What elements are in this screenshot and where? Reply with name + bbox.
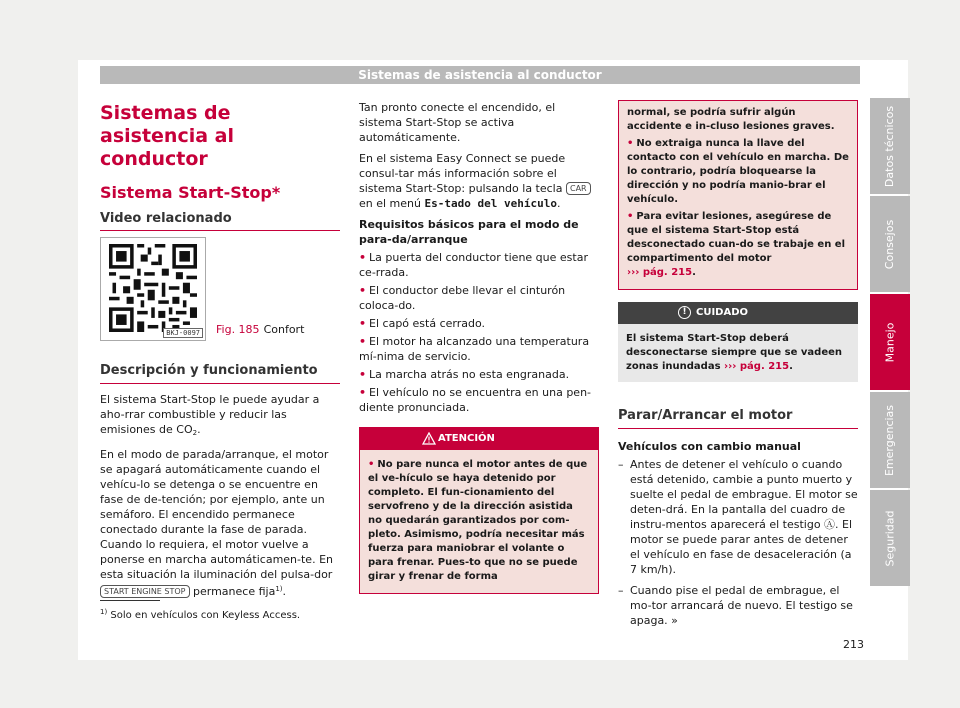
tab-label: Emergencias (883, 404, 897, 476)
paragraph-text: El sistema Start-Stop le puede ayudar a aho-rrar combustible y reducir las emisiones de CO (100, 393, 320, 436)
figure-185 (100, 237, 340, 341)
paragraph-text: En el sistema Easy Connect se puede consul-tar más información sobre el sistema Start-Stop: pulsando la tecla (359, 152, 566, 195)
warning-text: Para evitar lesiones, asegúrese de que el sistema Start-Stop está desconectado cuan-do se trabaje en el compartimento del motor (627, 211, 845, 264)
figure-number: Fig. 185 (216, 323, 260, 336)
paragraph-text: En el modo de parada/arranque, el motor se apagará automáticamente cuando el vehícu-lo se detenga o se encuentre en fase de de-tención; por ejemplo, ante un semáforo. El encendido permanece conectado durante la fase de parada. Cuando lo requiera, el motor vuelve a ponerse en marcha automáticamen-te. En esta situación la iluminación del pulsa-dor (100, 448, 333, 581)
paragraph-text: . (197, 423, 201, 436)
car-key: CAR (566, 182, 591, 195)
running-header: Sistemas de asistencia al conductor (100, 66, 860, 84)
list-item: • El motor ha alcanzado una temperatura mí-nima de servicio. (359, 335, 590, 363)
list-item: • El conductor debe llevar el cinturón coloca-do. (359, 284, 566, 312)
paragraph-text: . (282, 585, 286, 598)
list-item-text: El capó está cerrado. (369, 317, 486, 330)
list-item: • El vehículo no se encuentra en una pen-diente pronunciada. (359, 386, 592, 414)
start-engine-stop-key: START ENGINE STOP (100, 585, 190, 598)
list-item-text: El motor ha alcanzado una temperatura mí-nima de servicio. (359, 335, 590, 363)
warning-text: normal, se podría sufrir algún accidente e in-cluso lesiones graves. (627, 107, 835, 132)
page-number: 213 (843, 638, 864, 651)
column-3 (618, 100, 858, 628)
warning-text: No pare nunca el motor antes de que el ve-hículo se haya detenido por completo. El fun-cionamiento del servofreno y de la dirección asistida no quedarán garantizados por com-pleto. Asimismo, podría necesitar más fuerza para maniobrar el volante o para frenar. Pues-to que no se puede girar y frenar de forma (368, 459, 588, 582)
requirements-heading: Requisitos básicos para el modo de para-da/arranque (359, 218, 579, 246)
footnote-text: Solo en vehículos con Keyless Access. (110, 610, 301, 621)
warning-box (359, 427, 599, 594)
manual-transmission-heading: Vehículos con cambio manual (618, 440, 801, 453)
footnote-divider (100, 600, 160, 601)
warning-box-continued (618, 100, 858, 290)
page-link[interactable]: ››› pág. 215 (724, 361, 790, 372)
paragraph-text: en el menú (359, 197, 421, 210)
caution-body: El sistema Start-Stop deberá desconectarse siempre que se vadeen zonas inundadas ››› pág. 215. (618, 324, 858, 382)
list-item-text: Cuando pise el pedal de embrague, el mo-tor arrancará de nuevo. El testigo se apaga. » (630, 584, 853, 627)
column-2 (359, 100, 599, 594)
caution-box (618, 302, 858, 382)
list-item-text: El vehículo no se encuentra en una pen-diente pronunciada. (359, 386, 592, 414)
figure-caption-text: Confort (263, 323, 305, 336)
footnote-ref[interactable]: 1) (275, 585, 283, 593)
manual-page (78, 60, 908, 660)
stop-start-heading: Parar/Arrancar el motor (618, 408, 858, 429)
tab-datos-tecnicos[interactable] (870, 98, 910, 194)
list-item-text: El conductor debe llevar el cinturón coloca-do. (359, 284, 566, 312)
warning-label: ATENCIÓN (438, 433, 495, 444)
video-heading: Video relacionado (100, 211, 340, 231)
tab-label: Manejo (883, 322, 897, 362)
list-item-text: La marcha atrás no esta engranada. (369, 368, 570, 381)
tab-consejos[interactable] (870, 196, 910, 292)
caution-header (618, 302, 858, 324)
list-item: • La marcha atrás no esta engranada. (359, 368, 570, 381)
menu-name: Es-tado del vehículo (424, 197, 557, 210)
chapter-title: Sistemas de asistencia al conductor (100, 102, 234, 170)
warning-header (360, 428, 598, 450)
paragraph-easy-connect (359, 151, 599, 211)
list-item-text: Antes de detener el vehículo o cuando está detenido, cambie a punto muerto y suelte el pedal de embrague. El motor se deten-drá. En la pantalla del cuadro de instru-mentos aparecerá el testigo Ⓐ. El motor se puede parar antes de detener el vehículo en fase de desaceleración (a 7 km/h). (630, 458, 858, 576)
page-reference[interactable]: ››› pág. 215. (627, 267, 696, 278)
subscript: 2 (192, 429, 198, 437)
paragraph-stop-mode (100, 447, 340, 599)
list-item-text: La puerta del conductor tiene que estar ce-rrada. (359, 251, 588, 279)
list-item: – Antes de detener el vehículo o cuando está detenido, cambie a punto muerto y suelte el pedal de embrague. El motor se deten-drá. En la pantalla del cuadro de instru-mentos aparecerá el testigo Ⓐ. El motor se puede parar antes de detener el vehículo en fase de desaceleración (a 7 km/h). (618, 458, 858, 576)
tab-emergencias[interactable] (870, 392, 910, 488)
list-item: – Cuando pise el pedal de embrague, el mo-tor arrancará de nuevo. El testigo se apaga. » (618, 584, 853, 627)
info-circle-icon: ! (678, 306, 691, 319)
list-item: • La puerta del conductor tiene que estar ce-rrada. (359, 251, 588, 279)
caution-label: CUIDADO (696, 307, 749, 318)
warning-body (619, 101, 857, 289)
qr-code-icon (109, 244, 197, 332)
figure-caption (216, 323, 304, 341)
description-heading: Descripción y funcionamiento (100, 363, 340, 384)
list-item: • El capó está cerrado. (359, 317, 486, 330)
paragraph-text: permanece fija (193, 585, 276, 598)
column-1 (100, 100, 340, 599)
tab-label: Seguridad (883, 510, 897, 566)
caution-text: El sistema Start-Stop deberá desconectarse siempre que se vadeen zonas inundadas (626, 333, 842, 372)
footnote-marker: 1) (100, 608, 108, 616)
requirements-list (359, 250, 599, 415)
page-link[interactable]: ››› pág. 215 (627, 267, 693, 278)
paragraph-text: . (556, 197, 561, 210)
list-item: • Para evitar lesiones, asegúrese de que el sistema Start-Stop está desconectado cuan-do se trabaje en el compartimento del motor (627, 211, 845, 264)
figure-tag: BKJ-0097 (163, 328, 203, 338)
footnote (100, 608, 300, 621)
warning-triangle-icon (422, 432, 436, 445)
qr-code-image[interactable] (100, 237, 206, 341)
tab-label: Datos técnicos (883, 105, 897, 187)
paragraph-intro (100, 392, 340, 441)
section-subtitle: Sistema Start-Stop* (100, 183, 281, 202)
warning-body: • No pare nunca el motor antes de que el ve-hículo se haya detenido por completo. El fun-cionamiento del servofreno y de la dirección asistida no quedarán garantizados por com-pleto. Asimismo, podría necesitar más fuerza para maniobrar el volante o para frenar. Pues-to que no se puede girar y frenar de forma (360, 450, 598, 593)
warning-text: No extraiga nunca la llave del contacto con el vehículo en marcha. De lo contrario, podría bloquearse la dirección y no podría manio-brar el vehículo. (627, 138, 849, 205)
tab-manejo[interactable] (870, 294, 910, 390)
tab-label: Consejos (883, 219, 897, 269)
tab-seguridad[interactable] (870, 490, 910, 586)
list-item: • No extraiga nunca la llave del contacto con el vehículo en marcha. De lo contrario, podría bloquearse la dirección y no podría manio-brar el vehículo. (627, 138, 849, 205)
paragraph-auto-activate: Tan pronto conecte el encendido, el sistema Start-Stop se activa automáticamente. (359, 101, 556, 144)
